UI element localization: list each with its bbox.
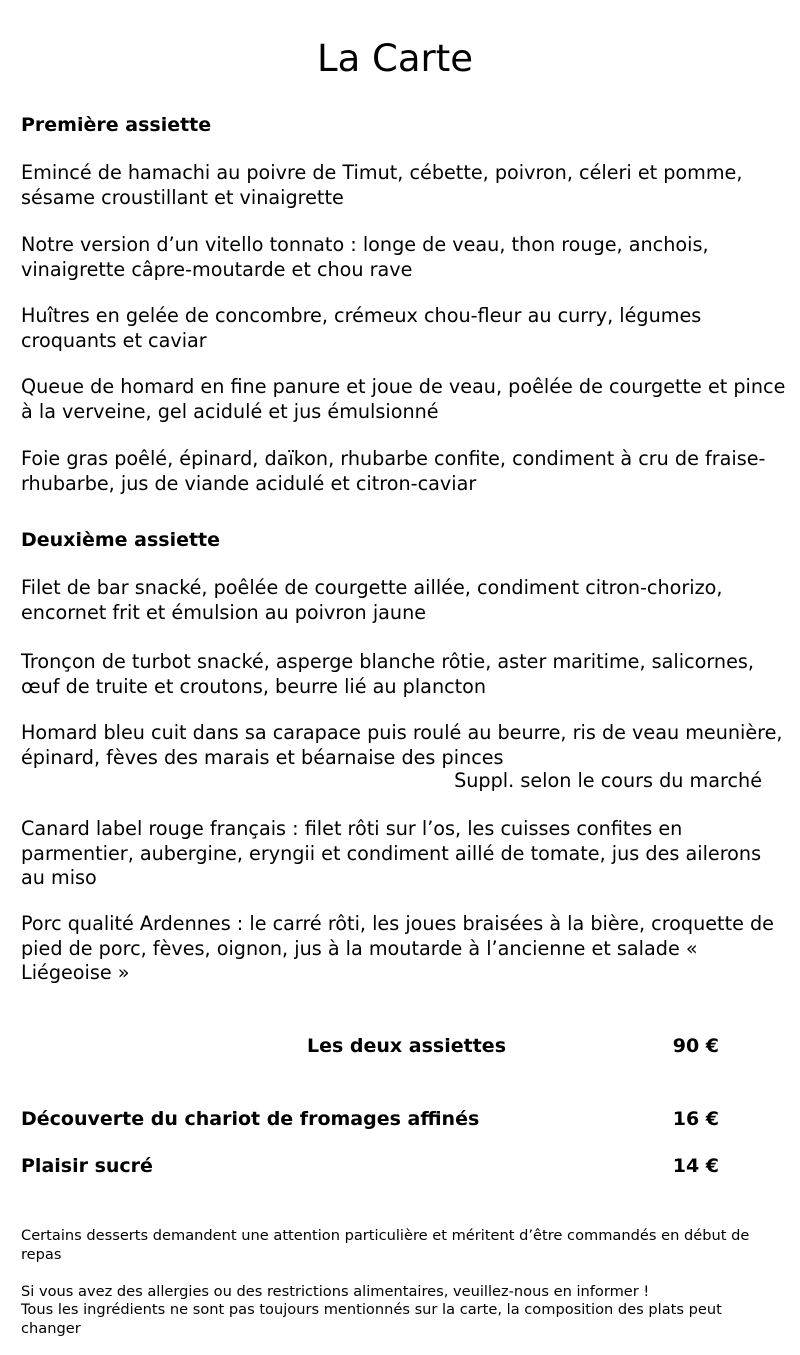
section-heading-deuxieme: Deuxième assiette bbox=[21, 529, 221, 551]
dish-item: Emincé de hamachi au poivre de Timut, cébette, poivron, céleri et pomme, sésame croustillant et vinaigrette bbox=[21, 161, 743, 209]
dish-item: Huîtres en gelée de concombre, crémeux chou-fleur au curry, légumes croquants et caviar bbox=[21, 304, 702, 352]
section-heading-premiere: Première assiette bbox=[21, 114, 212, 136]
dish-item: Notre version d’un vitello tonnato : longe de veau, thon rouge, anchois, vinaigrette câpre-moutarde et chou rave bbox=[21, 233, 709, 281]
price-label-deux-assiettes: Les deux assiettes bbox=[307, 1035, 506, 1057]
dish-item: Porc qualité Ardennes : le carré rôti, les joues braisées à la bière, croquette de pied de porc, fèves, oignon, jus à la moutarde à l’ancienne et salade « Liégeoise » bbox=[21, 912, 774, 984]
supplement-note: Suppl. selon le cours du marché bbox=[454, 769, 762, 792]
dish-item: Filet de bar snacké, poêlée de courgette aillée, condiment citron-chorizo, encornet frit et émulsion au poivron jaune bbox=[21, 576, 723, 624]
dish-item: Tronçon de turbot snacké, asperge blanche rôtie, aster maritime, salicornes, œuf de truite et croutons, beurre lié au plancton bbox=[21, 650, 754, 698]
dish-item: Queue de homard en fine panure et joue de veau, poêlée de courgette et pince à la verveine, gel acidulé et jus émulsionné bbox=[21, 375, 786, 423]
price-label-fromages: Découverte du chariot de fromages affinés bbox=[21, 1108, 480, 1130]
note-ingredients: Tous les ingrédients ne sont pas toujours mentionnés sur la carte, la composition des plats peut changer bbox=[21, 1301, 722, 1337]
price-value-fromages: 16 € bbox=[672, 1108, 719, 1130]
note-desserts: Certains desserts demandent une attention particulière et méritent d’être commandés en début de repas bbox=[21, 1227, 750, 1263]
page-title: La Carte bbox=[316, 37, 474, 80]
dish-item: Canard label rouge français : filet rôti sur l’os, les cuisses confites en parmentier, aubergine, eryngii et condiment aillé de tomate, jus des ailerons au miso bbox=[21, 817, 762, 889]
dish-item: Foie gras poêlé, épinard, daïkon, rhubarbe confite, condiment à cru de fraise-rhubarbe, jus de viande acidulé et citron-caviar bbox=[21, 447, 766, 495]
price-value-dessert: 14 € bbox=[672, 1155, 719, 1177]
note-allergies: Si vous avez des allergies ou des restrictions alimentaires, veuillez-nous en informer ! bbox=[21, 1283, 650, 1300]
price-value-deux-assiettes: 90 € bbox=[672, 1035, 719, 1057]
price-label-dessert: Plaisir sucré bbox=[21, 1155, 153, 1177]
dish-item: Homard bleu cuit dans sa carapace puis roulé au beurre, ris de veau meunière, épinard, fèves des marais et béarnaise des pinces bbox=[21, 721, 783, 769]
